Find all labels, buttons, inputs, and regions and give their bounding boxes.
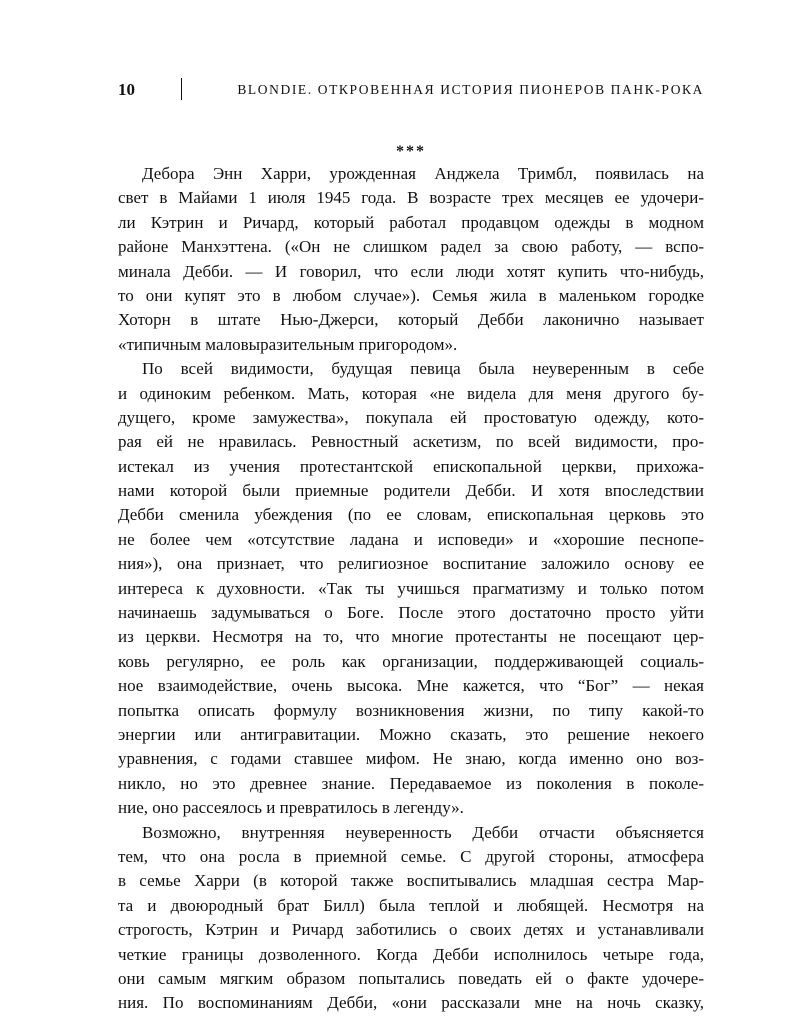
text-line: и одиноким ребенком. Мать, которая «не видела для меня другого бу- — [118, 383, 704, 403]
header-divider — [181, 78, 182, 100]
text-line: нами которой были приемные родители Дебби. И хотя впоследствии — [118, 481, 704, 501]
text-line: тем, что она росла в приемной семье. С другой стороны, атмосфера — [118, 846, 704, 866]
text-line: не более чем «отсутствие ладана и исповеди» и «хорошие песнопе- — [118, 529, 704, 549]
text-line: попытка описать формулу возникновения жизни, по типу какой-то — [118, 700, 704, 720]
text-line: в семье Харри (в которой также воспитывались младшая сестра Мар- — [118, 871, 704, 891]
running-header — [118, 78, 704, 102]
body-text — [118, 162, 704, 1016]
text-line: истекал из учения протестантской епископальной церкви, прихожа- — [118, 456, 704, 476]
text-line: начинаешь задумываться о Боге. После этого достаточно просто уйти — [118, 603, 704, 623]
text-line: они самым мягким образом попытались поведать ей о факте удочере- — [118, 968, 704, 988]
text-line: строгость, Кэтрин и Ричард заботились о своих детях и устанавливали — [118, 920, 704, 940]
text-line: уравнения, с годами ставшее мифом. Не знаю, когда именно оно воз- — [118, 749, 704, 769]
text-line: ковь регулярно, ее роль как организации, поддерживающей социаль- — [118, 651, 704, 671]
page-number: 10 — [118, 80, 135, 99]
text-line: Дебби сменила убеждения (по ее словам, епископальная церковь это — [118, 505, 704, 525]
text-line: районе Манхэттена. («Он не слишком радел за свою работу, — вспо- — [118, 237, 704, 257]
text-line: дущего, кроме замужества», покупала ей простоватую одежду, кото- — [118, 407, 704, 427]
text-line: «типичным маловыразительным пригородом». — [118, 334, 458, 354]
text-line: ли Кэтрин и Ричард, который работал продавцом одежды в модном — [118, 212, 704, 232]
text-line: ние, оно рассеялось и превратилось в легенду». — [118, 798, 464, 818]
text-line: то они купят это в любом случае»). Семья жила в маленьком городке — [118, 285, 704, 305]
text-line: интереса к духовности. «Так ты учишься прагматизму и только потом — [118, 578, 704, 598]
text-line: рая ей не нравилась. Ревностный аскетизм, по всей видимости, про- — [118, 432, 704, 452]
text-line: ния. По воспоминаниям Дебби, «они рассказали мне на ночь сказку, — [118, 993, 704, 1013]
text-line: Хоторн в штате Нью-Джерси, который Дебби лаконично называет — [118, 310, 704, 330]
text-line: Дебора Энн Харри, урожденная Анджела Тримбл, появилась на — [142, 164, 704, 183]
text-line: ния»), она признает, что религиозное воспитание заложило основу ее — [118, 554, 704, 574]
text-line: ное взаимодействие, очень высока. Мне кажется, что “Бог” — некая — [118, 676, 704, 696]
text-line: Возможно, внутренняя неуверенность Дебби отчасти объясняется — [142, 822, 704, 842]
book-title: BLONDIE. ОТКРОВЕННАЯ ИСТОРИЯ ПИОНЕРОВ ПАНК-РОКА — [237, 82, 704, 97]
text-line: никло, но это древнее знание. Передаваемое из поколения в поколе- — [118, 773, 704, 793]
text-line: из церкви. Несмотря на то, что многие протестанты не посещают цер- — [118, 627, 704, 647]
section-break: *** — [396, 143, 426, 160]
text-line: По всей видимости, будущая певица была неуверенным в себе — [142, 359, 704, 379]
text-line: четкие границы дозволенного. Когда Дебби исполнилось четыре года, — [118, 944, 704, 964]
text-line: свет в Майами 1 июля 1945 года. В возрасте трех месяцев ее удочери- — [118, 188, 704, 208]
text-line: та и двоюродный брат Билл) была теплой и любящей. Несмотря на — [118, 895, 704, 915]
text-line: минала Дебби. — И говорил, что если люди хотят купить что-нибудь, — [118, 261, 704, 281]
text-line: энергии или антигравитации. Можно сказать, это решение некоего — [118, 724, 704, 744]
